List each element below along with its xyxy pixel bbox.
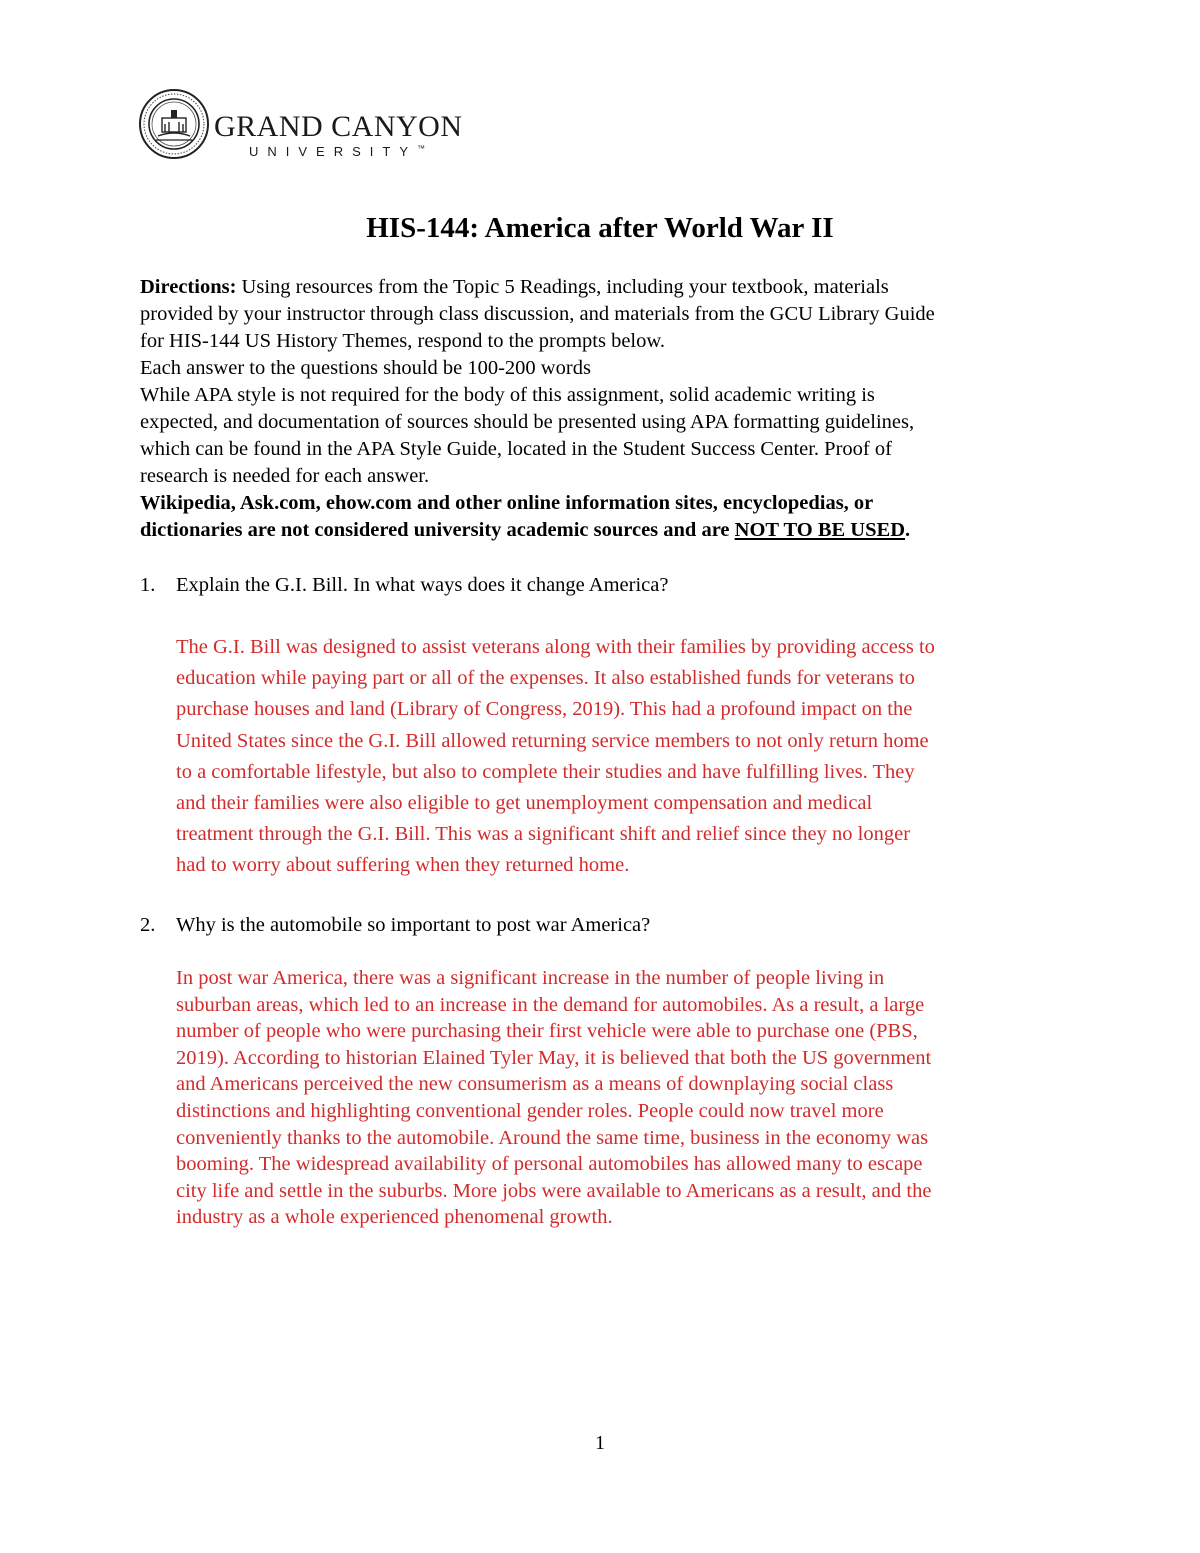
directions-line: research is needed for each answer.: [140, 465, 430, 487]
directions-line: which can be found in the APA Style Guide, located in the Student Success Center. Proof of: [140, 438, 892, 460]
question-number: 2.: [140, 914, 156, 936]
answer-line: purchase houses and land (Library of Congress, 2019). This had a profound impact on the: [176, 698, 913, 721]
answer-line: treatment through the G.I. Bill. This was a significant shift and relief since they no longer: [176, 823, 911, 846]
answer-2: [176, 965, 931, 1231]
not-to-be-used-text: NOT TO BE USED: [734, 519, 905, 541]
answer-line: The G.I. Bill was designed to assist veterans along with their families by providing access to: [176, 636, 935, 658]
answer-line: United States since the G.I. Bill allowed returning service members to not only return home: [176, 729, 929, 752]
answer-line: suburban areas, which led to an increase in the demand for automobiles. As a result, a large: [176, 993, 925, 1016]
university-seal-icon: [138, 88, 210, 160]
directions-line: Each answer to the questions should be 100-200 words: [140, 357, 591, 379]
answer-line: had to worry about suffering when they returned home.: [176, 854, 630, 877]
answer-1: [176, 632, 935, 882]
answer-line: distinctions and highlighting conventional gender roles. People could now travel more: [176, 1099, 884, 1122]
directions-label: Directions:: [140, 276, 237, 298]
directions-line: While APA style is not required for the body of this assignment, solid academic writing is: [140, 384, 875, 406]
directions-line: Directions: Using resources from the Topic 5 Readings, including your textbook, materials: [140, 276, 889, 298]
question-text: Why is the automobile so important to post war America?: [176, 914, 651, 936]
answer-line: and Americans perceived the new consumerism as a means of downplaying social class: [176, 1073, 894, 1096]
answer-line: In post war America, there was a significant increase in the number of people living in: [176, 967, 885, 989]
question-number: 1.: [140, 574, 156, 596]
logo-subtitle: UNIVERSITY™: [249, 144, 426, 159]
question-1: [140, 572, 668, 599]
source-warning-line: dictionaries are not considered university academic sources and are NOT TO BE USED.: [140, 519, 911, 541]
logo-wordmark: GRAND CANYON: [214, 110, 463, 143]
answer-line: conveniently thanks to the automobile. Around the same time, business in the economy was: [176, 1126, 929, 1149]
question-text: Explain the G.I. Bill. In what ways does it change America?: [176, 574, 669, 596]
answer-line: 2019). According to historian Elained Tyler May, it is believed that both the US government: [176, 1046, 932, 1069]
answer-line: and their families were also eligible to get unemployment compensation and medical: [176, 792, 873, 815]
directions-line: provided by your instructor through class discussion, and materials from the GCU Library Guide: [140, 303, 935, 325]
directions-line: expected, and documentation of sources should be presented using APA formatting guidelines,: [140, 411, 915, 433]
directions-block: [140, 274, 1060, 544]
university-logo: [138, 88, 463, 162]
answer-line: city life and settle in the suburbs. More jobs were available to Americans as a result, and the: [176, 1179, 932, 1202]
question-2: [140, 912, 650, 939]
answer-line: number of people who were purchasing their first vehicle were able to purchase one (PBS,: [176, 1020, 918, 1043]
answer-line: booming. The widespread availability of personal automobiles has allowed many to escape: [176, 1153, 923, 1176]
directions-line: for HIS-144 US History Themes, respond to the prompts below.: [140, 330, 665, 352]
answer-line: to a comfortable lifestyle, but also to complete their studies and have fulfilling lives. They: [176, 760, 915, 783]
page-number: 1: [595, 1432, 605, 1454]
answer-line: industry as a whole experienced phenomenal growth.: [176, 1206, 613, 1229]
page-title: HIS-144: America after World War II: [366, 212, 834, 244]
answer-line: education while paying part or all of the expenses. It also established funds for veterans to: [176, 667, 915, 690]
source-warning-line: Wikipedia, Ask.com, ehow.com and other online information sites, encyclopedias, or: [140, 492, 874, 514]
